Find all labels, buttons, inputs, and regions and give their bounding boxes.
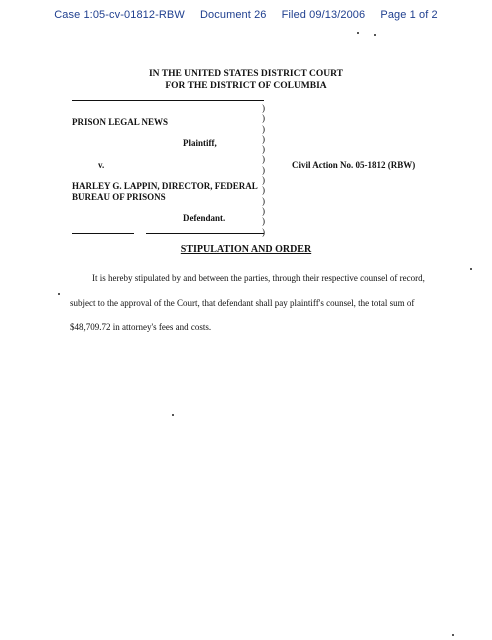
- court-district: FOR THE DISTRICT OF COLUMBIA: [165, 81, 327, 91]
- stipulation-body: [70, 266, 440, 340]
- filed-date: Filed 09/13/2006: [281, 9, 366, 21]
- scan-speck: [374, 34, 376, 36]
- ecf-header: [0, 9, 492, 21]
- defendant-label: Defendant.: [183, 213, 226, 223]
- versus: v.: [98, 160, 105, 170]
- scan-speck: [58, 293, 60, 295]
- civil-action-number: Civil Action No. 05-1812 (RBW): [292, 160, 416, 170]
- scan-speck: [357, 32, 359, 34]
- scan-speck: [172, 414, 174, 416]
- document-number: Document 26: [199, 9, 267, 21]
- case-number: Case 1:05-cv-01812-RBW: [54, 9, 185, 21]
- plaintiff-name: PRISON LEGAL NEWS: [72, 117, 169, 127]
- stipulation-paragraph: It is hereby stipulated by and between the parties, through their respective counsel of record, subject to the approval of the Court, that defendant shall pay plaintiff's counsel, the total sum of $48,709.72 in attorney's fees and costs.: [70, 273, 425, 332]
- caption-bottom-rule-right: [146, 233, 264, 234]
- page-indicator: Page 1 of 2: [380, 9, 438, 21]
- scan-speck: [452, 634, 454, 636]
- defendant-name-line2: BUREAU OF PRISONS: [72, 192, 166, 202]
- caption-top-rule: [72, 100, 264, 101]
- court-name: IN THE UNITED STATES DISTRICT COURT: [148, 69, 344, 79]
- court-heading: [0, 68, 492, 92]
- defendant-name-line1: HARLEY G. LAPPIN, DIRECTOR, FEDERAL: [72, 181, 258, 191]
- scan-speck: [470, 268, 472, 270]
- caption-parentheses: ) ) ) ) ) ) ) ) ) ) ) ) ): [262, 103, 265, 237]
- caption-bottom-rule-left: [72, 233, 134, 234]
- plaintiff-label: Plaintiff,: [183, 138, 217, 148]
- document-title: STIPULATION AND ORDER: [180, 244, 312, 255]
